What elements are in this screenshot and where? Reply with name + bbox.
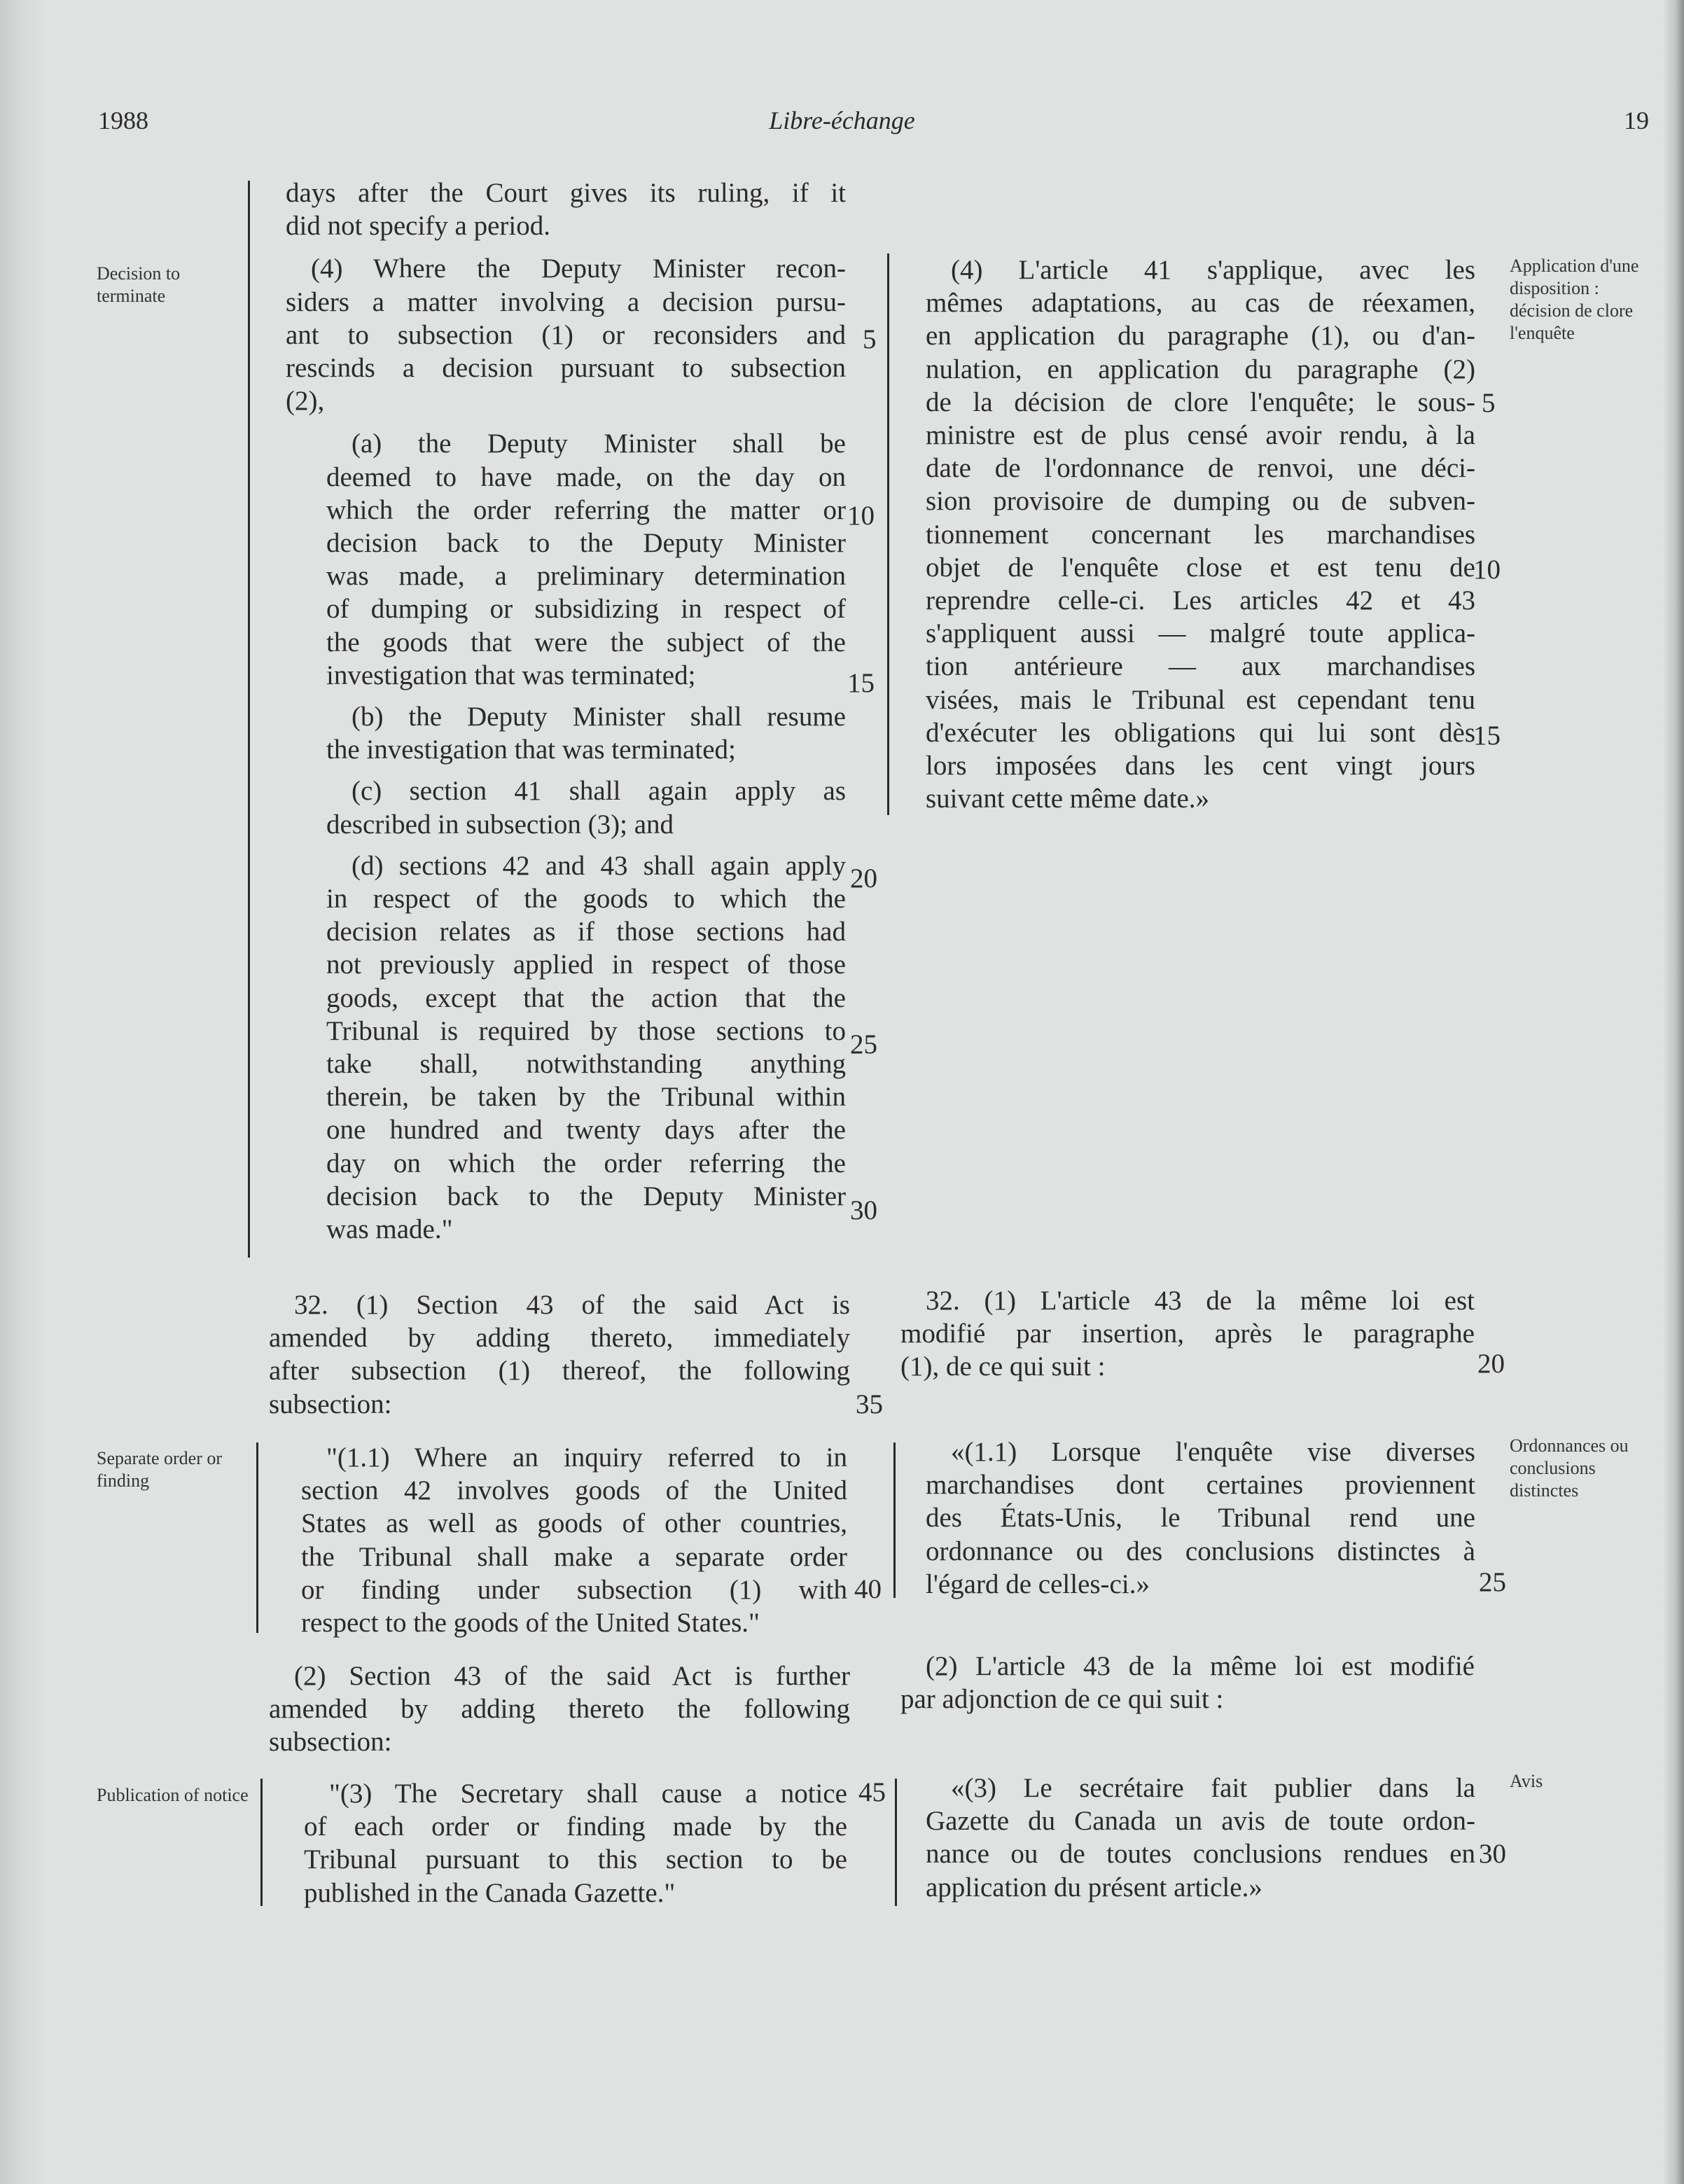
en-line: in respect of the goods to which the bbox=[326, 884, 846, 914]
en-line: which the order referring the matter or bbox=[326, 494, 846, 525]
en-line: the Tribunal shall make a separate order bbox=[301, 1541, 847, 1572]
en-para-c bbox=[286, 774, 846, 840]
en-line: ant to subsection (1) or reconsiders and bbox=[286, 319, 846, 350]
en-line: "(3) The Secretary shall cause a notice bbox=[329, 1779, 847, 1809]
en-line-number: 45 bbox=[858, 1777, 886, 1807]
en-line: decision back to the Deputy Minister bbox=[326, 1181, 846, 1211]
margin-note-separate-order: Separate order or finding bbox=[97, 1448, 223, 1491]
en-line: not previously applied in respect of those bbox=[326, 950, 846, 980]
en-line-number: 35 bbox=[856, 1389, 883, 1419]
fr-line: date de l'ordonnance de renvoi, une déci- bbox=[926, 453, 1475, 484]
fr-line-number: 5 bbox=[1482, 388, 1496, 418]
en-intro bbox=[286, 176, 846, 242]
fr-line-number: 15 bbox=[1473, 721, 1501, 751]
rule-en-s11 bbox=[256, 1442, 258, 1633]
fr-line: (2) L'article 43 de la même loi est modifié bbox=[926, 1651, 1475, 1681]
en-line: take shall, notwithstanding anything bbox=[326, 1049, 846, 1080]
fr-line: sion provisoire de dumping ou de subven- bbox=[926, 486, 1475, 517]
fr-line: en application du paragraphe (1), ou d'an- bbox=[926, 321, 1475, 352]
fr-line-number: 25 bbox=[1479, 1567, 1506, 1597]
en-subsection-3 bbox=[304, 1777, 847, 1910]
en-line: was made." bbox=[326, 1214, 453, 1245]
en-line-number: 15 bbox=[847, 668, 875, 698]
en-line: Tribunal is required by those sections to bbox=[326, 1015, 846, 1046]
en-line: deemed to have made, on the day on bbox=[326, 461, 846, 492]
en-line: therein, be taken by the Tribunal within bbox=[326, 1082, 846, 1113]
margin-note-publication-notice: Publication of notice bbox=[97, 1785, 249, 1805]
fr-line-number: 20 bbox=[1477, 1349, 1505, 1379]
en-line: Tribunal pursuant to this section to be bbox=[304, 1844, 847, 1875]
fr-line: objet de l'enquête close et est tenu de bbox=[926, 552, 1475, 583]
fr-subsection-4 bbox=[926, 253, 1475, 815]
header-year: 1988 bbox=[98, 106, 148, 134]
en-subsection-1-1 bbox=[301, 1441, 847, 1639]
margin-note-avis: Avis bbox=[1510, 1771, 1543, 1791]
en-section-text bbox=[286, 176, 846, 1246]
rule-fr-s11 bbox=[893, 1442, 896, 1598]
rule-fr-s3 bbox=[895, 1779, 897, 1906]
fr-line: tion antérieure — aux marchandises bbox=[926, 651, 1475, 682]
en-line: (2) Section 43 of the said Act is further bbox=[294, 1661, 850, 1691]
margin-note-decision-to-terminate: Decision to terminate bbox=[97, 263, 181, 306]
fr-section-32-1 bbox=[900, 1284, 1475, 1384]
en-line: one hundred and twenty days after the bbox=[326, 1115, 846, 1146]
en-line: day on which the order referring the bbox=[326, 1148, 846, 1178]
fr-line: marchandises dont certaines proviennent bbox=[926, 1470, 1475, 1501]
fr-line: mêmes adaptations, au cas de réexamen, bbox=[926, 288, 1475, 319]
en-line: (c) section 41 shall again apply as bbox=[352, 776, 846, 807]
fr-subsection-1-1 bbox=[926, 1435, 1475, 1601]
fr-line: nulation, en application du paragraphe (2) bbox=[926, 354, 1475, 384]
fr-line-number: 10 bbox=[1473, 555, 1501, 585]
en-line: siders a matter involving a decision pursu- bbox=[286, 286, 846, 317]
fr-line: 32. (1) L'article 43 de la même loi est bbox=[926, 1286, 1475, 1316]
margin-note-application-disposition: Application d'une disposition : décision de clore l'enquête bbox=[1510, 256, 1639, 343]
en-line: subsection: bbox=[269, 1389, 392, 1419]
en-para-b bbox=[286, 700, 846, 766]
en-line: published in the Canada Gazette." bbox=[304, 1877, 676, 1908]
en-line: amended by adding thereto the following bbox=[269, 1694, 850, 1725]
page-edge-right bbox=[1663, 0, 1684, 2184]
fr-line: application du présent article.» bbox=[926, 1872, 1262, 1903]
page-edge-left bbox=[0, 0, 49, 2184]
en-line: section 42 involves goods of the United bbox=[301, 1475, 847, 1506]
fr-line: s'appliquent aussi — malgré toute applica- bbox=[926, 618, 1475, 649]
en-line: of each order or finding made by the bbox=[304, 1811, 847, 1842]
fr-line: ministre est de plus censé avoir rendu, à la bbox=[926, 420, 1475, 451]
en-line: or finding under subsection (1) with bbox=[301, 1574, 847, 1605]
fr-line: reprendre celle-ci. Les articles 42 et 43 bbox=[926, 585, 1475, 616]
en-line-number: 10 bbox=[847, 501, 875, 531]
fr-line: l'égard de celles-ci.» bbox=[926, 1569, 1150, 1599]
en-line: "(1.1) Where an inquiry referred to in bbox=[326, 1442, 847, 1473]
fr-line-number: 30 bbox=[1479, 1839, 1506, 1869]
en-line: decision back to the Deputy Minister bbox=[326, 528, 846, 559]
en-line: (4) Where the Deputy Minister recon- bbox=[311, 253, 846, 284]
en-line: decision relates as if those sections had bbox=[326, 917, 846, 947]
fr-line: ordonnance ou des conclusions distinctes à bbox=[926, 1536, 1475, 1566]
en-line-number: 5 bbox=[863, 324, 877, 354]
en-line: 32. (1) Section 43 of the said Act is bbox=[294, 1290, 850, 1320]
rule-en-s3 bbox=[260, 1779, 263, 1906]
fr-line: d'exécuter les obligations qui lui sont dès bbox=[926, 717, 1475, 748]
en-line: investigation that was terminated; bbox=[326, 660, 696, 690]
fr-line: tionnement concernant les marchandises bbox=[926, 519, 1475, 550]
fr-section-32-2 bbox=[900, 1650, 1475, 1716]
en-line: (a) the Deputy Minister shall be bbox=[352, 429, 846, 459]
en-line: subsection: bbox=[269, 1727, 392, 1758]
en-line: goods, except that the action that the bbox=[326, 982, 846, 1013]
en-line: described in subsection (3); and bbox=[326, 809, 674, 840]
fr-line: par adjonction de ce qui suit : bbox=[900, 1684, 1224, 1715]
en-line: did not specify a period. bbox=[286, 211, 550, 242]
en-section-32-2 bbox=[269, 1660, 850, 1759]
en-line: days after the Court gives its ruling, if it bbox=[286, 178, 846, 208]
en-line: of dumping or subsidizing in respect of bbox=[326, 594, 846, 625]
en-line: the goods that were the subject of the bbox=[326, 627, 846, 658]
margin-note-ordonnances-distinctes: Ordonnances ou conclusions distinctes bbox=[1510, 1435, 1629, 1501]
en-para-a bbox=[286, 427, 846, 692]
en-line-number: 25 bbox=[850, 1029, 877, 1059]
fr-line: (1), de ce qui suit : bbox=[900, 1351, 1106, 1382]
en-line: amended by adding thereto, immediately bbox=[269, 1323, 850, 1354]
en-line: rescinds a decision pursuant to subsection bbox=[286, 353, 846, 384]
en-line-number: 30 bbox=[850, 1195, 877, 1225]
fr-line: nance ou de toutes conclusions rendues en bbox=[926, 1839, 1475, 1870]
fr-line: de la décision de clore l'enquête; le sous- bbox=[926, 387, 1475, 417]
en-line: respect to the goods of the United States." bbox=[301, 1608, 760, 1639]
page-number: 19 bbox=[1624, 106, 1649, 134]
en-line: States as well as goods of other countries, bbox=[301, 1508, 847, 1539]
fr-line: «(1.1) Lorsque l'enquête vise diverses bbox=[951, 1437, 1475, 1467]
fr-line: suivant cette même date.» bbox=[926, 784, 1210, 814]
en-subsection-4 bbox=[286, 252, 846, 417]
fr-line: lors imposées dans les cent vingt jours bbox=[926, 751, 1475, 781]
en-para-d bbox=[286, 849, 846, 1246]
en-line: the investigation that was terminated; bbox=[326, 735, 736, 765]
rule-fr-amended-text bbox=[887, 253, 889, 815]
header-title: Libre-échange bbox=[769, 106, 915, 134]
en-line: was made, a preliminary determination bbox=[326, 561, 846, 592]
en-line-number: 20 bbox=[850, 863, 877, 893]
fr-line: modifié par insertion, après le paragraphe bbox=[900, 1319, 1475, 1349]
fr-line: (4) L'article 41 s'applique, avec les bbox=[951, 255, 1475, 285]
rule-en-amended-text bbox=[248, 181, 250, 1258]
en-line: (b) the Deputy Minister shall resume bbox=[352, 702, 846, 732]
fr-line: Gazette du Canada un avis de toute ordon- bbox=[926, 1806, 1475, 1837]
en-line-number: 40 bbox=[854, 1574, 882, 1604]
en-line-gazette bbox=[304, 1877, 847, 1910]
fr-line: visées, mais le Tribunal est cependant tenu bbox=[926, 684, 1475, 715]
en-line: (d) sections 42 and 43 shall again apply bbox=[352, 850, 846, 881]
fr-line: des États-Unis, le Tribunal rend une bbox=[926, 1503, 1475, 1533]
fr-line: «(3) Le secrétaire fait publier dans la bbox=[951, 1773, 1475, 1803]
en-section-32-1 bbox=[269, 1288, 850, 1421]
en-line: (2), bbox=[286, 386, 325, 417]
fr-subsection-3 bbox=[926, 1772, 1475, 1904]
en-line: after subsection (1) thereof, the following bbox=[269, 1356, 850, 1386]
